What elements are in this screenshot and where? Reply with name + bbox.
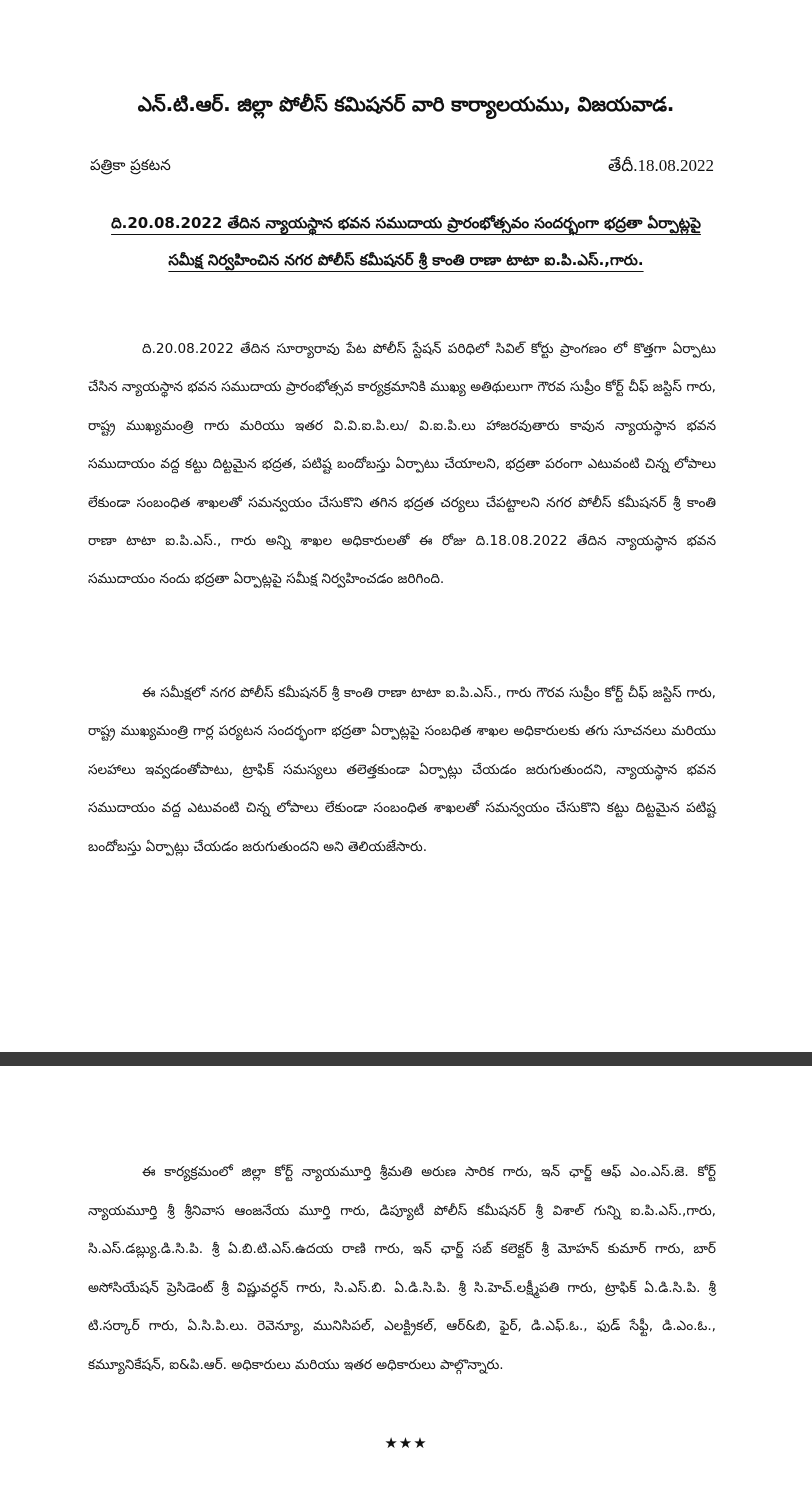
end-mark: ★★★ (384, 1434, 428, 1452)
subject-line-1: ది.20.08.2022 తేదిన న్యాయస్థాన భవన సముదాయ ప్రారంభోత్సవం సందర్భంగా భద్రతా ఏర్పాట్లపై (111, 214, 701, 232)
release-date: తేదీ.18.08.2022 (608, 156, 714, 175)
meta-row (90, 156, 714, 180)
body-paragraph-2: ఈ సమీక్షలో నగర పోలీస్ కమీషనర్ శ్రీ కాంతి రాణా టాటా ఐ.పి.ఎస్., గారు గౌరవ సుప్రీం కోర్ట్ చీఫ్ జస్టిస్ గారు, రాష్ట్ర ముఖ్యమంత్రి గార్ల పర్యటన సందర్భంగా భద్రతా ఏర్పాట్లపై సంబధిత శాఖల అధికారులకు తగు సూచనలు మరియు సలహాలు ఇవ్వడంతోపాటు, ట్రాఫిక్ సమస్యలు తలెత్తకుండా ఏర్పాట్లు చేయడం జరుగుతుందని, న్యాయస్థాన భవన సముదాయం వద్ద ఎటువంటి చిన్న లోపాలు లేకుండా సంబంధిత శాఖలతో సమన్వయం చేసుకొని కట్టు దిట్టమైన పటిష్ట బందోబస్తు ఏర్పాట్లు చేయడం జరుగుతుందని అని తెలియజేసారు. (88, 685, 716, 855)
body-paragraph-3: ఈ కార్యక్రమంలో జిల్లా కోర్ట్ న్యాయమూర్తి శ్రీమతి అరుణ సారిక గారు, ఇన్ ఛార్జ్ ఆఫ్ ఎం.ఎస్.జె. కోర్ట్ న్యాయమూర్తి శ్రీ శ్రీనివాస ఆంజనేయ మూర్తి గారు, డిప్యూటీ పోలీస్ కమీషనర్ శ్రీ విశాల్ గున్ని ఐ.పి.ఎస్.,గారు, సి.ఎస్.డబ్ల్యు.డి.సి.పి. శ్రీ ఏ.బి.టి.ఎస్.ఉదయ రాణి గారు, ఇన్ ఛార్జ్ సబ్ కలెక్టర్ శ్రీ మోహన్ కుమార్ గారు, బార్ అసోసియేషన్ ప్రెసిడెంట్ శ్రీ విష్ణువర్ధన్ గారు, సి.ఎస్.బి. ఏ.డి.సి.పి. శ్రీ సి.హెచ్.లక్ష్మీపతి గారు, ట్రాఫిక్ ఏ.డి.సి.పి. శ్రీ టి.సర్కార్ గారు, ఏ.సి.పి.లు. రెవెన్యూ, మునిసిపల్, ఎలక్ట్రికల్, ఆర్&బి, ఫైర్, డి.ఎఫ్.ఓ., ఫుడ్ సేఫ్టీ, డి.ఎం.ఓ., కమ్యూనికేషన్, ఐ&పి.ఆర్. అధికారులు మరియు ఇతర అధికారులు పాల్గొన్నారు. (88, 1164, 716, 1373)
press-release-label: పత్రికా ప్రకటన (90, 156, 171, 174)
body-paragraph-1: ది.20.08.2022 తేదిన సూర్యారావు పేట పోలీస్ స్టేషన్ పరిధిలో సివిల్ కోర్టు ప్రాంగణం లో కొత్తగా ఏర్పాటు చేసిన న్యాయస్థాన భవన సముదాయ ప్రారంభోత్సవ కార్యక్రమానికి ముఖ్య అతిథులుగా గౌరవ సుప్రీం కోర్ట్ చీఫ్ జస్టిస్ గారు, రాష్ట్ర ముఖ్యమంత్రి గారు మరియు ఇతర వి.వి.ఐ.పి.లు/ వి.ఐ.పి.లు హాజరవుతారు కావున న్యాయస్థాన భవన సముదాయం వద్ద కట్టు దిట్టమైన భద్రత, పటిష్ట బందోబస్తు ఏర్పాటు చేయాలని, భద్రతా పరంగా ఎటువంటి చిన్న లోపాలు లేకుండా సంబంధిత శాఖలతో సమన్వయం చేసుకొని తగిన భద్రత చర్యలు చేపట్టాలని నగర పోలీస్ కమీషనర్ శ్రీ కాంతి రాణా టాటా ఐ.పి.ఎస్., గారు అన్ని శాఖల అధికారులతో ఈ రోజు ది.18.08.2022 తేదిన న్యాయస్థాన భవన సముదాయం నందు భద్రతా ఏర్పాట్లపై సమీక్ష నిర్వహించడం జరిగింది. (88, 341, 716, 588)
subject-line-2: సమీక్ష నిర్వహించిన నగర పోలీస్ కమీషనర్ శ్రీ కాంతి రాణా టాటా ఐ.పి.ఎస్.,గారు. (168, 251, 644, 269)
subject-heading (88, 205, 724, 279)
office-heading: ఎన్.టి.ఆర్. జిల్లా పోలీస్ కమిషనర్ వారి కార్యాలయము, విజయవాడ. (137, 92, 675, 116)
page-break-divider (0, 1052, 812, 1066)
